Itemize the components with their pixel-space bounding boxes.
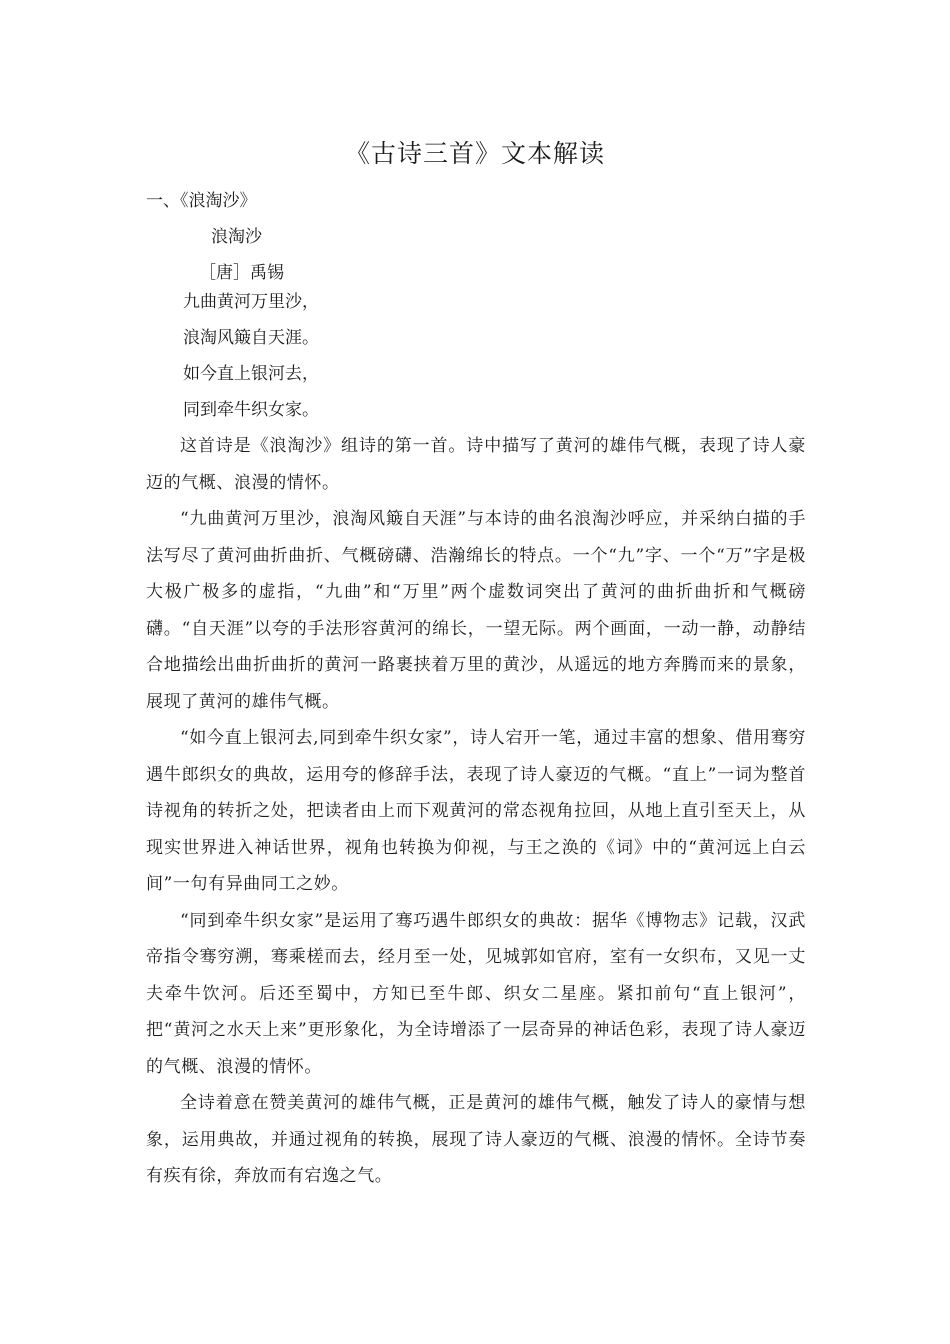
poem-line: 浪淘风簸自天涯。 (183, 328, 319, 348)
analysis-paragraph: 全诗着意在赞美黄河的雄伟气概，正是黄河的雄伟气概，触发了诗人的豪情与想象，运用典故，并通过视角的转换，展现了诗人豪迈的气概、浪漫的情怀。全诗节奏有疾有徐，奔放而有宕逸之气。 (146, 1093, 806, 1186)
poem-line: 九曲黄河万里沙， (183, 292, 319, 312)
poem-line: 如今直上银河去， (183, 364, 319, 384)
analysis-body (146, 428, 806, 1195)
poem-author: ［唐］禹锡 (199, 263, 284, 283)
poem-lines (183, 292, 319, 436)
document-title: 《古诗三首》文本解读 (344, 139, 605, 168)
section-heading: 一、《浪淘沙》 (146, 191, 257, 211)
analysis-paragraph: 这首诗是《浪淘沙》组诗的第一首。诗中描写了黄河的雄伟气概，表现了诗人豪迈的气概、浪漫的情怀。 (146, 436, 806, 493)
analysis-paragraph: “九曲黄河万里沙，浪淘风簸自天涯”与本诗的曲名浪淘沙呼应，并采纳白描的手法写尽了黄河曲折曲折、气概磅礴、浩瀚绵长的特点。一个“九”字、一个“万”字是极大极广极多的虚指，“九曲”和“万里”两个虚数词突出了黄河的曲折曲折和气概磅礴。“自天涯”以夸的手法形容黄河的绵长，一望无际。两个画面，一动一静，动静结合地描绘出曲折曲折的黄河一路裹挟着万里的黄沙，从遥远的地方奔腾而来的景象，展现了黄河的雄伟气概。 (146, 509, 806, 712)
poem-line: 同到牵牛织女家。 (183, 400, 319, 420)
analysis-paragraph: “如今直上银河去,同到牵牛织女家”，诗人宕开一笔，通过丰富的想象、借用骞穷遇牛郎织女的典故，运用夸的修辞手法，表现了诗人豪迈的气概。“直上”一词为整首诗视角的转折之处，把读者由上而下观黄河的常态视角拉回，从地上直引至天上，从现实世界进入神话世界，视角也转换为仰视，与王之涣的《词》中的“黄河远上白云间”一句有异曲同工之妙。 (146, 728, 806, 894)
analysis-paragraph: “同到牵牛织女家”是运用了骞巧遇牛郎织女的典故：据华《博物志》记载，汉武帝指令骞穷溯，骞乘槎而去，经月至一处，见城郭如官府，室有一女织布，又见一丈夫牵牛饮河。后还至蜀中，方知已至牛郎、织女二星座。紧扣前句“直上银河”，把“黄河之水天上来”更形象化，为全诗增添了一层奇异的神话色彩，表现了诗人豪迈的气概、浪漫的情怀。 (146, 910, 806, 1077)
poem-title: 浪淘沙 (211, 227, 262, 247)
